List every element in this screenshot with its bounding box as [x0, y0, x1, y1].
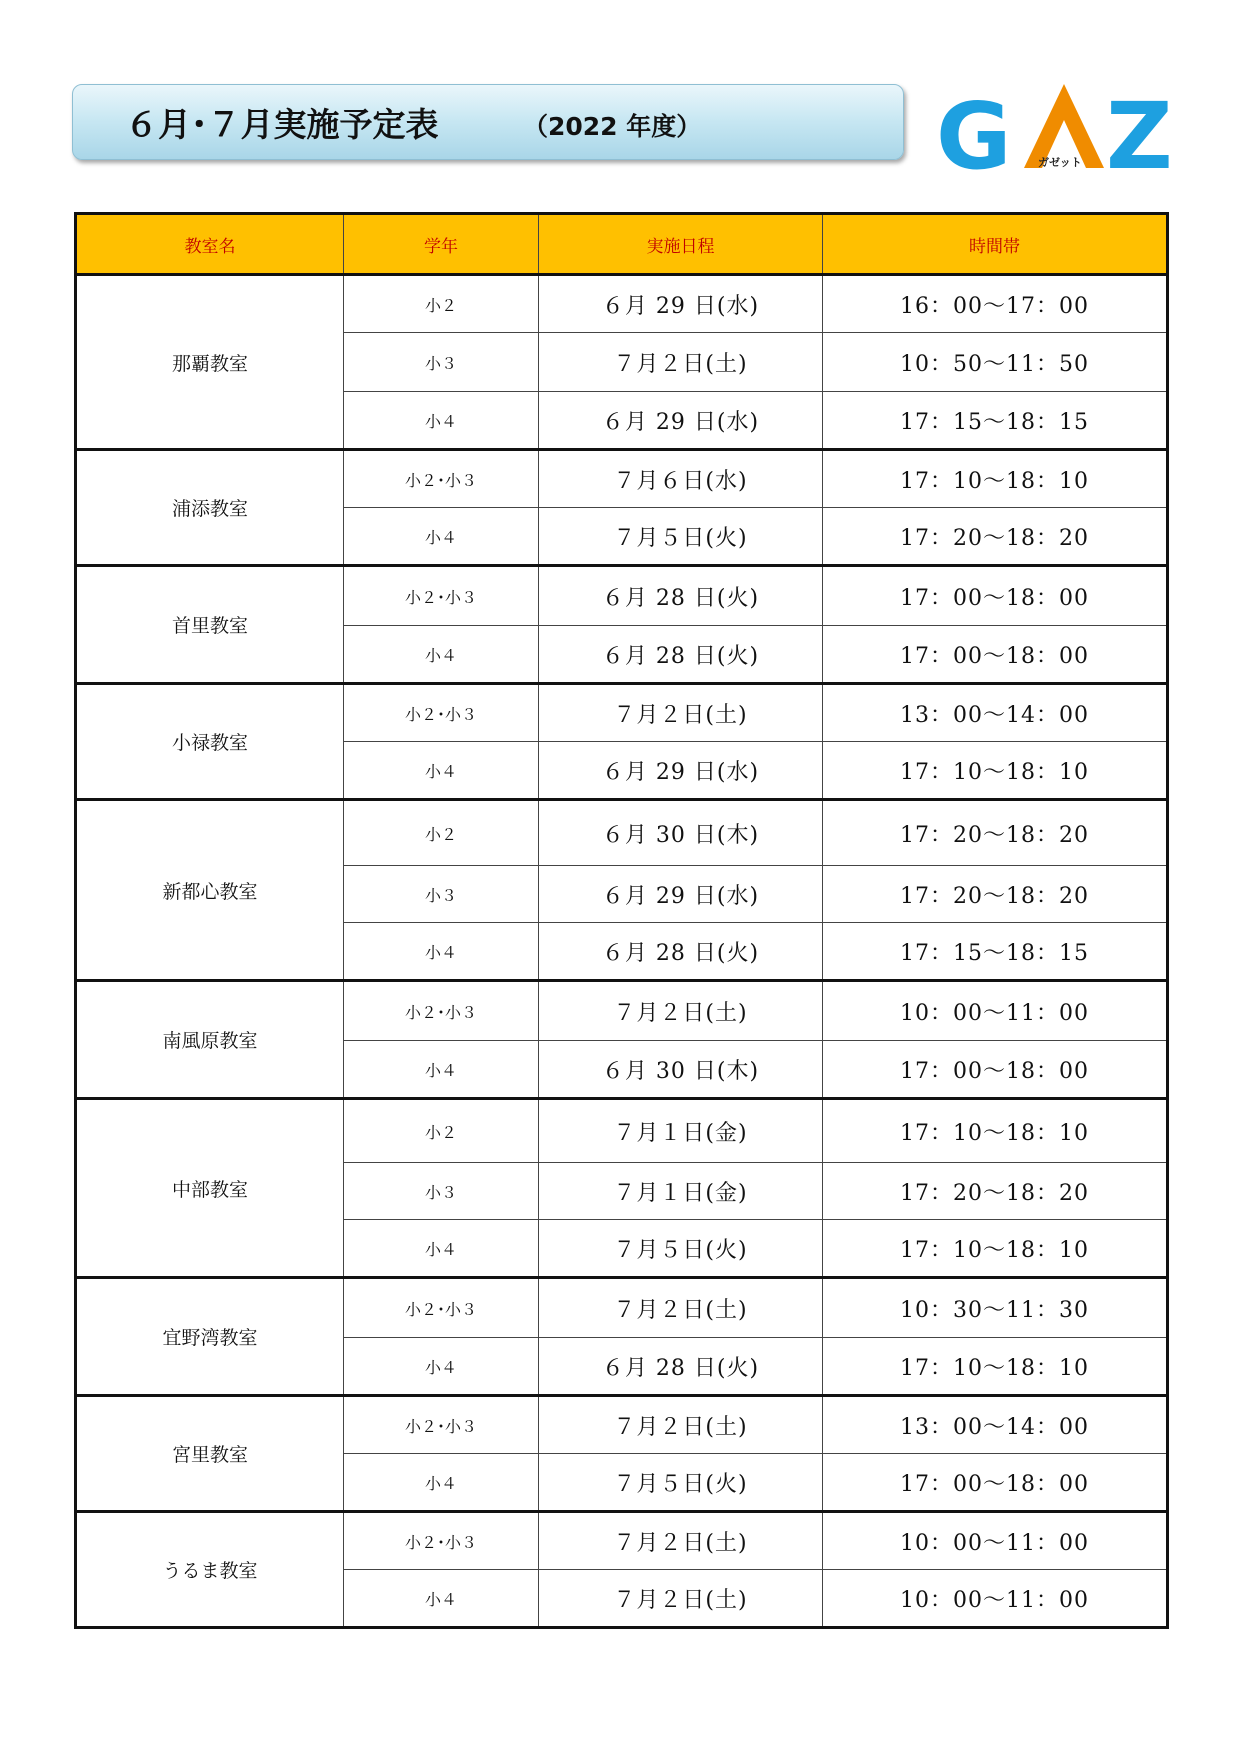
- date-cell: ７月１日(金): [539, 1099, 823, 1163]
- gaz-logo: [936, 78, 1196, 178]
- table-row: [76, 450, 1168, 508]
- date-cell: ７月２日(土): [539, 684, 823, 742]
- date-cell: ７月２日(土): [539, 1396, 823, 1454]
- date-cell: ６月 29 日(水): [539, 742, 823, 800]
- col-header-date: 実施日程: [539, 214, 823, 275]
- schedule-table: [74, 212, 1169, 1629]
- grade-cell: 小２･小３: [344, 450, 539, 508]
- grade-cell: 小４: [344, 1338, 539, 1396]
- table-row: [76, 800, 1168, 866]
- grade-cell: 小４: [344, 1220, 539, 1278]
- grade-cell: 小２･小３: [344, 1396, 539, 1454]
- room-name-cell: 首里教室: [76, 566, 344, 684]
- time-cell: 17：20～18：20: [823, 866, 1168, 923]
- table-row: [76, 275, 1168, 333]
- grade-cell: 小２･小３: [344, 981, 539, 1041]
- date-cell: ６月 30 日(木): [539, 1041, 823, 1099]
- room-name-cell: うるま教室: [76, 1512, 344, 1628]
- time-cell: 13：00～14：00: [823, 1396, 1168, 1454]
- time-cell: 17：20～18：20: [823, 508, 1168, 566]
- time-cell: 10：00～11：00: [823, 1570, 1168, 1628]
- table-header-row: [76, 214, 1168, 275]
- date-cell: ６月 29 日(水): [539, 866, 823, 923]
- table-row: [76, 684, 1168, 742]
- grade-cell: 小４: [344, 508, 539, 566]
- time-cell: 13：00～14：00: [823, 684, 1168, 742]
- date-cell: ７月５日(火): [539, 1220, 823, 1278]
- fiscal-year: （2022 年度）: [523, 112, 702, 141]
- date-cell: ７月２日(土): [539, 1278, 823, 1338]
- grade-cell: 小２･小３: [344, 684, 539, 742]
- grade-cell: 小２: [344, 1099, 539, 1163]
- grade-cell: 小４: [344, 626, 539, 684]
- grade-cell: 小３: [344, 866, 539, 923]
- grade-cell: 小３: [344, 1163, 539, 1220]
- room-name-cell: 宜野湾教室: [76, 1278, 344, 1396]
- date-cell: ７月２日(土): [539, 1512, 823, 1570]
- logo-g: G: [936, 83, 1012, 178]
- time-cell: 17：10～18：10: [823, 1338, 1168, 1396]
- grade-cell: 小２･小３: [344, 566, 539, 626]
- page-title: ６月･７月実施予定表: [125, 105, 439, 144]
- grade-cell: 小４: [344, 392, 539, 450]
- table-row: [76, 1396, 1168, 1454]
- time-cell: 17：00～18：00: [823, 1041, 1168, 1099]
- col-header-room: 教室名: [76, 214, 344, 275]
- grade-cell: 小２･小３: [344, 1278, 539, 1338]
- grade-cell: 小４: [344, 1041, 539, 1099]
- grade-cell: 小２･小３: [344, 1512, 539, 1570]
- date-cell: ７月１日(金): [539, 1163, 823, 1220]
- time-cell: 17：10～18：10: [823, 450, 1168, 508]
- time-cell: 17：20～18：20: [823, 1163, 1168, 1220]
- time-cell: 10：50～11：50: [823, 333, 1168, 392]
- room-name-cell: 南風原教室: [76, 981, 344, 1099]
- logo-z: Z: [1106, 83, 1173, 178]
- table-row: [76, 1512, 1168, 1570]
- table-row: [76, 1099, 1168, 1163]
- time-cell: 17：10～18：10: [823, 742, 1168, 800]
- room-name-cell: 那覇教室: [76, 275, 344, 450]
- time-cell: 10：00～11：00: [823, 1512, 1168, 1570]
- room-name-cell: 中部教室: [76, 1099, 344, 1278]
- time-cell: 10：00～11：00: [823, 981, 1168, 1041]
- time-cell: 17：00～18：00: [823, 566, 1168, 626]
- date-cell: ６月 28 日(火): [539, 566, 823, 626]
- date-cell: ６月 28 日(火): [539, 923, 823, 981]
- room-name-cell: 浦添教室: [76, 450, 344, 566]
- date-cell: ６月 29 日(水): [539, 392, 823, 450]
- time-cell: 16：00～17：00: [823, 275, 1168, 333]
- grade-cell: 小３: [344, 333, 539, 392]
- date-cell: ７月２日(土): [539, 981, 823, 1041]
- time-cell: 17：15～18：15: [823, 923, 1168, 981]
- time-cell: 17：15～18：15: [823, 392, 1168, 450]
- grade-cell: 小４: [344, 742, 539, 800]
- grade-cell: 小４: [344, 923, 539, 981]
- logo-subtitle: ガゼット: [1038, 156, 1082, 169]
- date-cell: ７月２日(土): [539, 333, 823, 392]
- room-name-cell: 小禄教室: [76, 684, 344, 800]
- time-cell: 17：00～18：00: [823, 626, 1168, 684]
- time-cell: 17：00～18：00: [823, 1454, 1168, 1512]
- grade-cell: 小２: [344, 800, 539, 866]
- title-banner: [72, 84, 904, 160]
- date-cell: ７月５日(火): [539, 508, 823, 566]
- date-cell: ７月５日(火): [539, 1454, 823, 1512]
- grade-cell: 小２: [344, 275, 539, 333]
- time-cell: 10：30～11：30: [823, 1278, 1168, 1338]
- date-cell: ７月２日(土): [539, 1570, 823, 1628]
- date-cell: ６月 28 日(火): [539, 626, 823, 684]
- grade-cell: 小４: [344, 1454, 539, 1512]
- date-cell: ７月６日(水): [539, 450, 823, 508]
- col-header-grade: 学年: [344, 214, 539, 275]
- time-cell: 17：20～18：20: [823, 800, 1168, 866]
- grade-cell: 小４: [344, 1570, 539, 1628]
- date-cell: ６月 28 日(火): [539, 1338, 823, 1396]
- time-cell: 17：10～18：10: [823, 1099, 1168, 1163]
- table-row: [76, 981, 1168, 1041]
- room-name-cell: 宮里教室: [76, 1396, 344, 1512]
- date-cell: ６月 30 日(木): [539, 800, 823, 866]
- table-row: [76, 1278, 1168, 1338]
- date-cell: ６月 29 日(水): [539, 275, 823, 333]
- table-row: [76, 566, 1168, 626]
- room-name-cell: 新都心教室: [76, 800, 344, 981]
- col-header-time: 時間帯: [823, 214, 1168, 275]
- time-cell: 17：10～18：10: [823, 1220, 1168, 1278]
